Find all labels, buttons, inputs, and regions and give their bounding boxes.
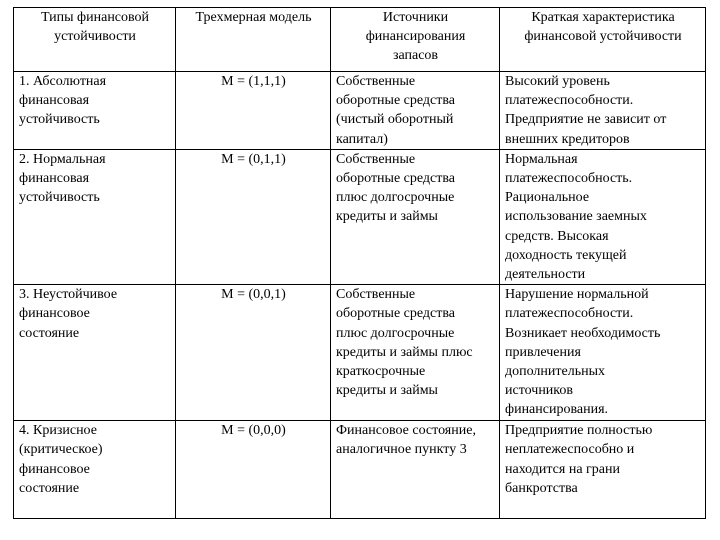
sources-cell: Собственные оборотные средства плюс долгосрочные кредиты и займы: [331, 149, 500, 284]
stability-type-cell: 2. Нормальная финансовая устойчивость: [14, 149, 176, 284]
description-cell: Нормальная платежеспособность. Рациональное использование заемных средств. Высокая доходность текущей деятельности: [500, 149, 706, 284]
stability-type-cell: 3. Неустойчивое финансовое состояние: [14, 285, 176, 421]
sources-cell: Собственные оборотные средства (чистый оборотный капитал): [331, 72, 500, 150]
model-cell: М = (0,0,0): [176, 421, 331, 519]
description-cell: Предприятие полностью неплатежеспособно и находится на грани банкротства: [500, 421, 706, 519]
header-funding-sources: Источники финансирования запасов: [331, 8, 500, 72]
table-row: [14, 285, 706, 421]
header-stability-type: Типы финансовой устойчивости: [14, 8, 176, 72]
table-row: [14, 149, 706, 284]
sources-cell: Финансовое состояние, аналогичное пункту 3: [331, 421, 500, 519]
table-header-row: [14, 8, 706, 72]
table-row: [14, 421, 706, 519]
model-cell: М = (0,1,1): [176, 149, 331, 284]
model-cell: М = (0,0,1): [176, 285, 331, 421]
description-cell: Высокий уровень платежеспособности. Предприятие не зависит от внешних кредиторов: [500, 72, 706, 150]
sources-cell: Собственные оборотные средства плюс долгосрочные кредиты и займы плюс краткосрочные кредиты и займы: [331, 285, 500, 421]
header-short-description: Краткая характеристика финансовой устойчивости: [500, 8, 706, 72]
model-cell: М = (1,1,1): [176, 72, 331, 150]
stability-type-cell: 1. Абсолютная финансовая устойчивость: [14, 72, 176, 150]
stability-type-cell: 4. Кризисное (критическое) финансовое состояние: [14, 421, 176, 519]
financial-stability-table: [13, 7, 706, 519]
description-cell: Нарушение нормальной платежеспособности. Возникает необходимость привлечения дополнительных источников финансирования.: [500, 285, 706, 421]
table-row: [14, 72, 706, 150]
header-3d-model: Трехмерная модель: [176, 8, 331, 72]
